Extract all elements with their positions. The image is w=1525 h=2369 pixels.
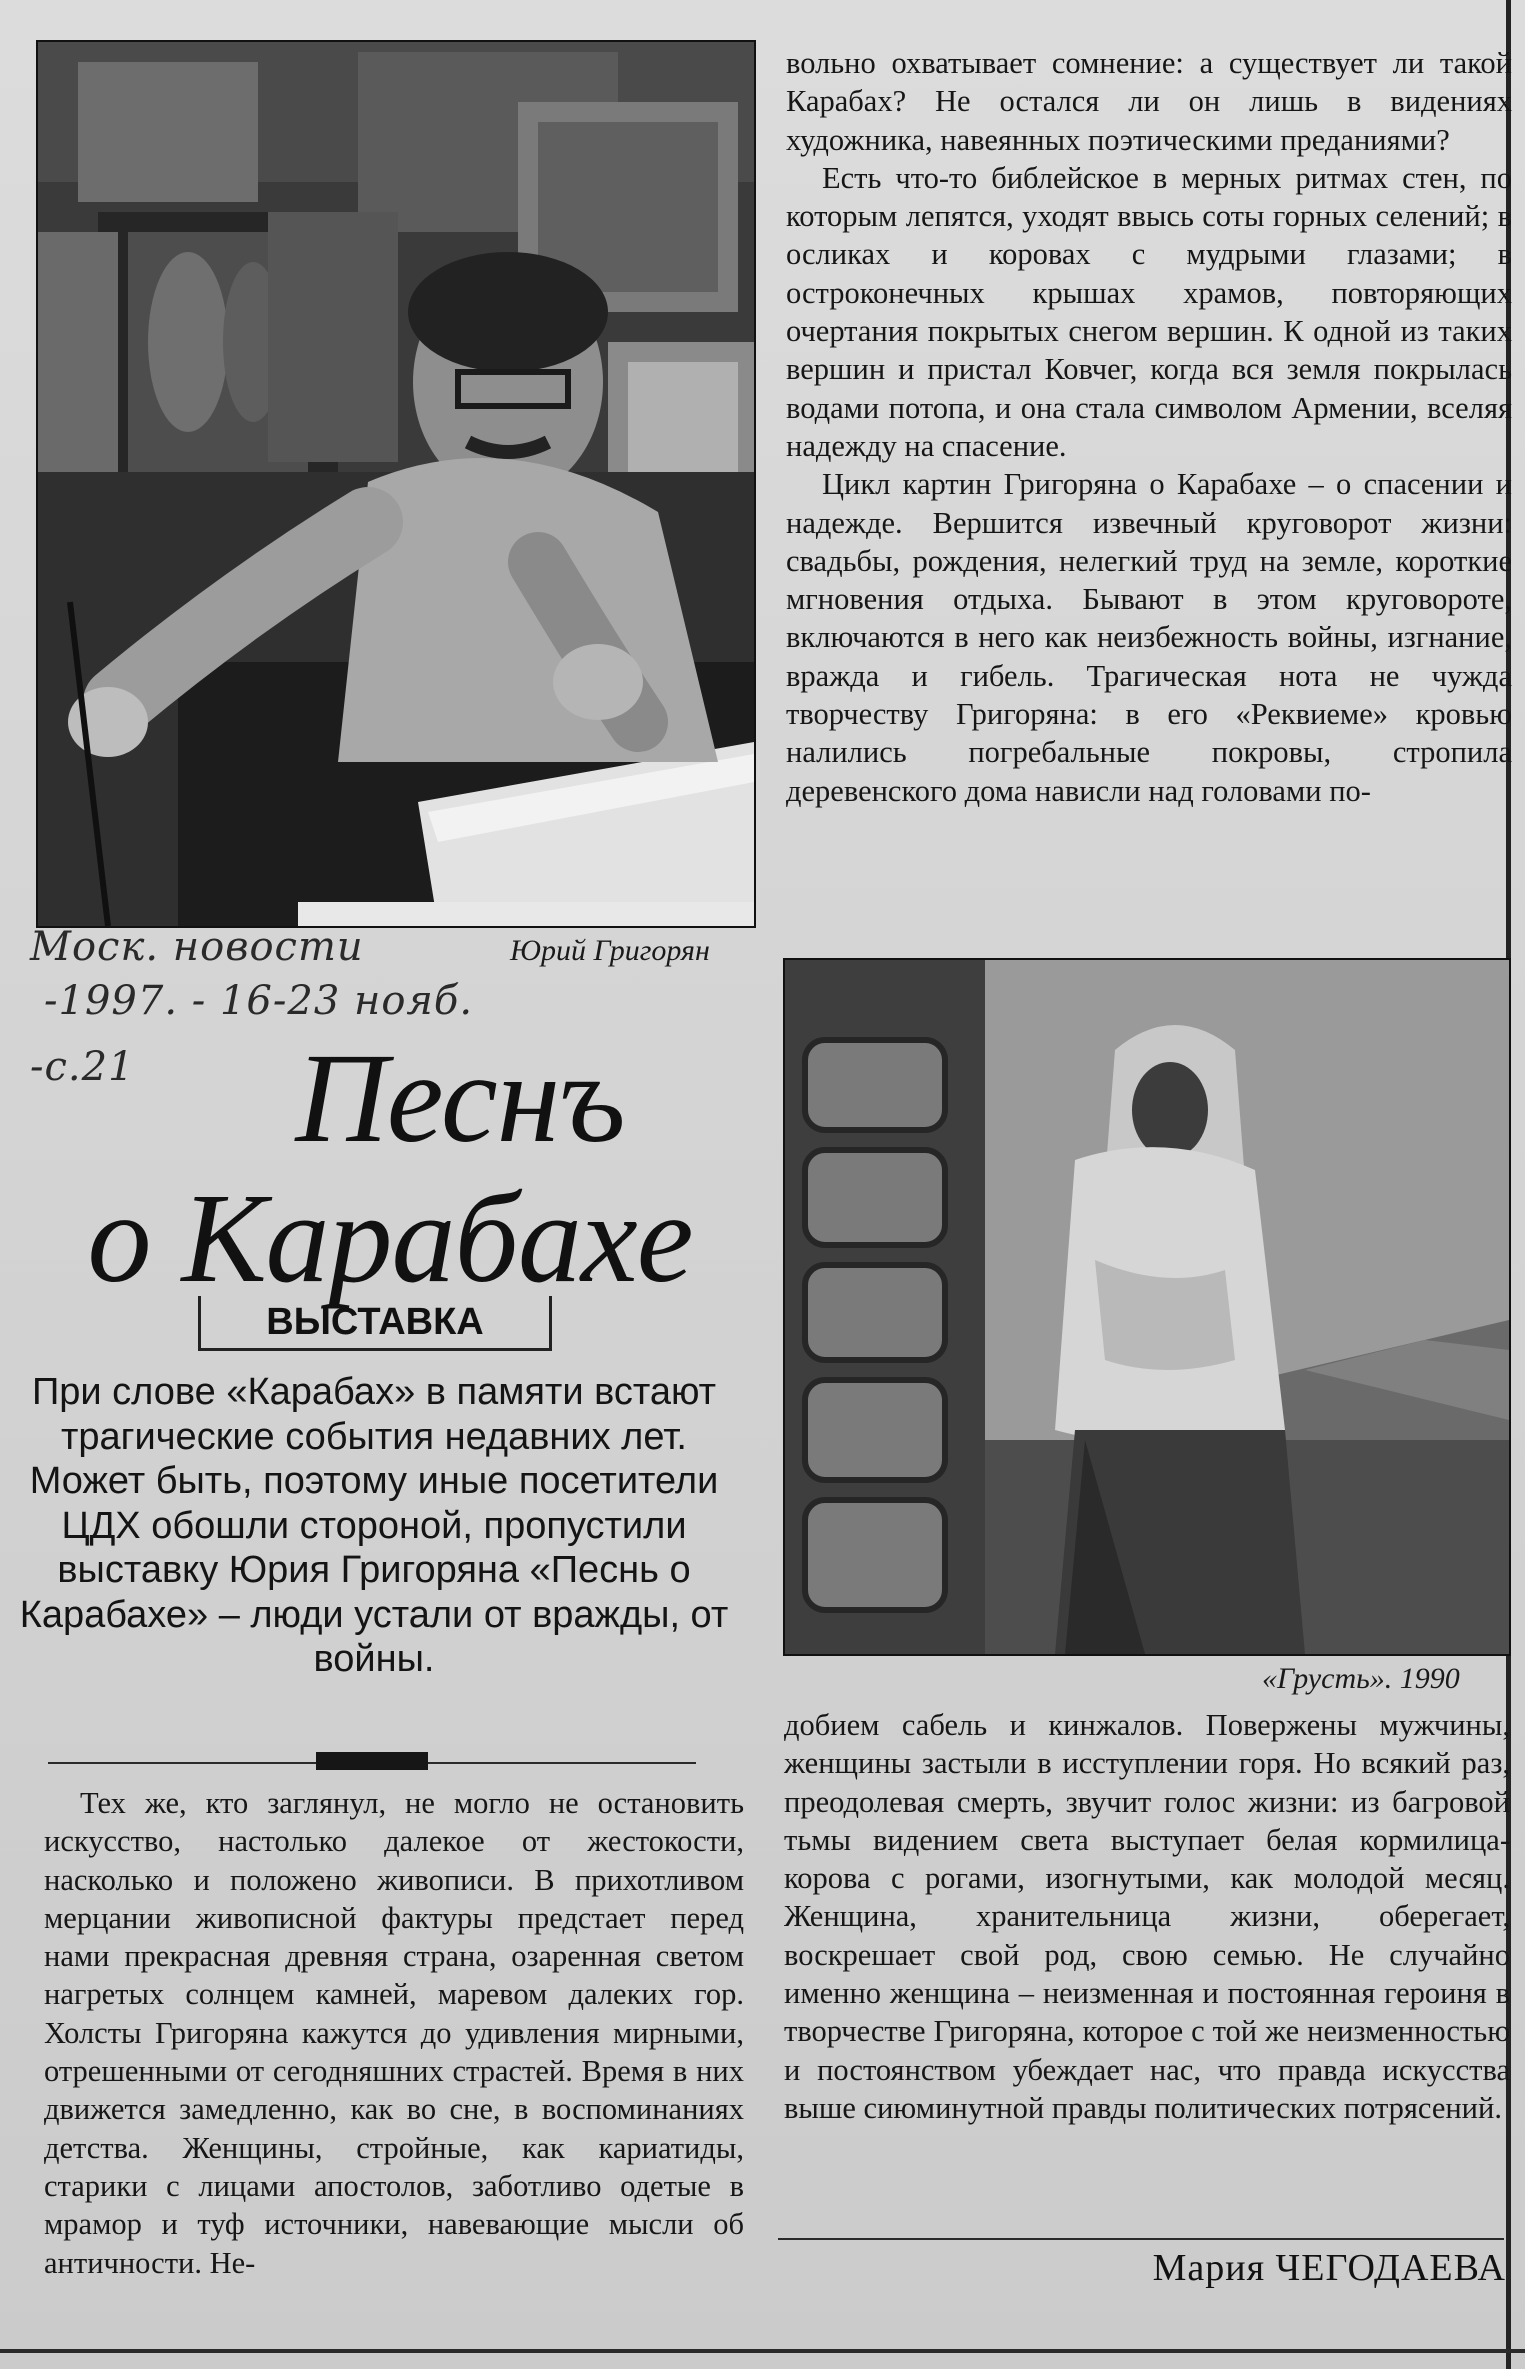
headline-line1: Песнъ bbox=[295, 1027, 625, 1169]
headline bbox=[40, 1028, 740, 1308]
body-column-top-right bbox=[786, 44, 1512, 810]
painting-illustration bbox=[785, 960, 1509, 1654]
byline-rule bbox=[778, 2238, 1504, 2240]
handwritten-note-line2: -1997. - 16-23 нояб. bbox=[44, 978, 474, 1024]
artist-photo-illustration bbox=[38, 42, 754, 926]
lead-divider-bar bbox=[316, 1752, 428, 1770]
lead-paragraph: При слове «Карабах» в памяти встают трагические события недавних лет. Может быть, поэтому иные посетители ЦДХ обошли стороной, пропустили выставку Юрия Григоряна «Песнь о Карабахе» – люди устали от вражды, от войны. bbox=[19, 1371, 729, 1680]
artist-photo-caption: Юрий Григорян bbox=[510, 934, 710, 967]
body-top-paragraph-1: вольно охватывает сомнение: а существует ли такой Карабах? Не остался ли он лишь в видениях художника, навеянных поэтическими преданиями? bbox=[786, 46, 1512, 157]
body-top-paragraph-2: Есть что-то библейское в мерных ритмах стен, по которым лепятся, уходят ввысь соты горных селений; в осликах и коровах с мудрыми глазами; в остроконечных крышах храмов, повторяющих очертания покрытых снегом вершин. К одной из таких вершин и пристал Ковчег, когда вся земля покрылась водами потопа, и она стала символом Армении, вселяя надежду на спасение. bbox=[786, 160, 1512, 463]
painting-photo bbox=[783, 958, 1511, 1656]
body-top-paragraph-3: Цикл картин Григоряна о Карабахе – о спасении и надежде. Вершится извечный круговорот жизни: свадьбы, рождения, нелегкий труд на земле, короткие мгновения отдыха. Бывают в этом круговороте, включаются в него как неизбежность войны, изгнание, вражда и гибель. Трагическая нота не чужда творчеству Григоряна: в его «Реквиеме» кровью налились погребальные покровы, стропила деревенского дома нависли над головами по- bbox=[786, 467, 1512, 808]
handwritten-note-line3: -с.21 bbox=[30, 1044, 135, 1090]
body-column-left bbox=[44, 1784, 744, 2282]
body-bottom-paragraph-1: добием сабель и кинжалов. Повержены мужчины, женщины застыли в исступлении горя. Но всякий раз, преодолевая смерть, звучит голос жизни: из багровой тьмы видением света выступает белая кормилица-корова с рогами, изогнутыми, как молодой месяц. Женщина, хранительница жизни, оберегает, воскрешает свой род, свою семью. Не случайно именно женщина – неизменная и постоянная героиня в творчестве Григоряна, которое с той же неизменностью и постоянством убеждает нас, что правда искусства выше сиюминутной правды политических потрясений. bbox=[784, 1708, 1510, 2125]
handwritten-note-line1: Моск. новости bbox=[30, 924, 364, 970]
painting-caption: «Грусть». 1990 bbox=[1262, 1662, 1460, 1695]
body-column-bottom-right bbox=[784, 1706, 1510, 2127]
artist-photo bbox=[36, 40, 756, 928]
rubric-label: ВЫСТАВКА bbox=[198, 1296, 552, 1351]
body-left-paragraph-1: Тех же, кто заглянул, не могло не остановить искусство, настолько далекое от жестокости, насколько и положено живописи. В прихотливом мерцании живописной фактуры предстает перед нами прекрасная древняя страна, озаренная светом нагретых солнцем камней, маревом далеких гор. Холсты Григоряна кажутся до удивления мирными, отрешенными от сегодняшних страстей. Время в них движется замедленно, как во сне, в воспоминаниях детства. Женщины, стройные, как кариатиды, старики с лицами апостолов, заботливо одетые в мрамор и туф источники, навевающие мысли об античности. Не- bbox=[44, 1786, 744, 2280]
headline-line2: о Карабахе bbox=[87, 1167, 693, 1309]
page-border-bottom bbox=[0, 2349, 1525, 2353]
author-byline: Мария ЧЕГОДАЕВА bbox=[1152, 2247, 1506, 2289]
